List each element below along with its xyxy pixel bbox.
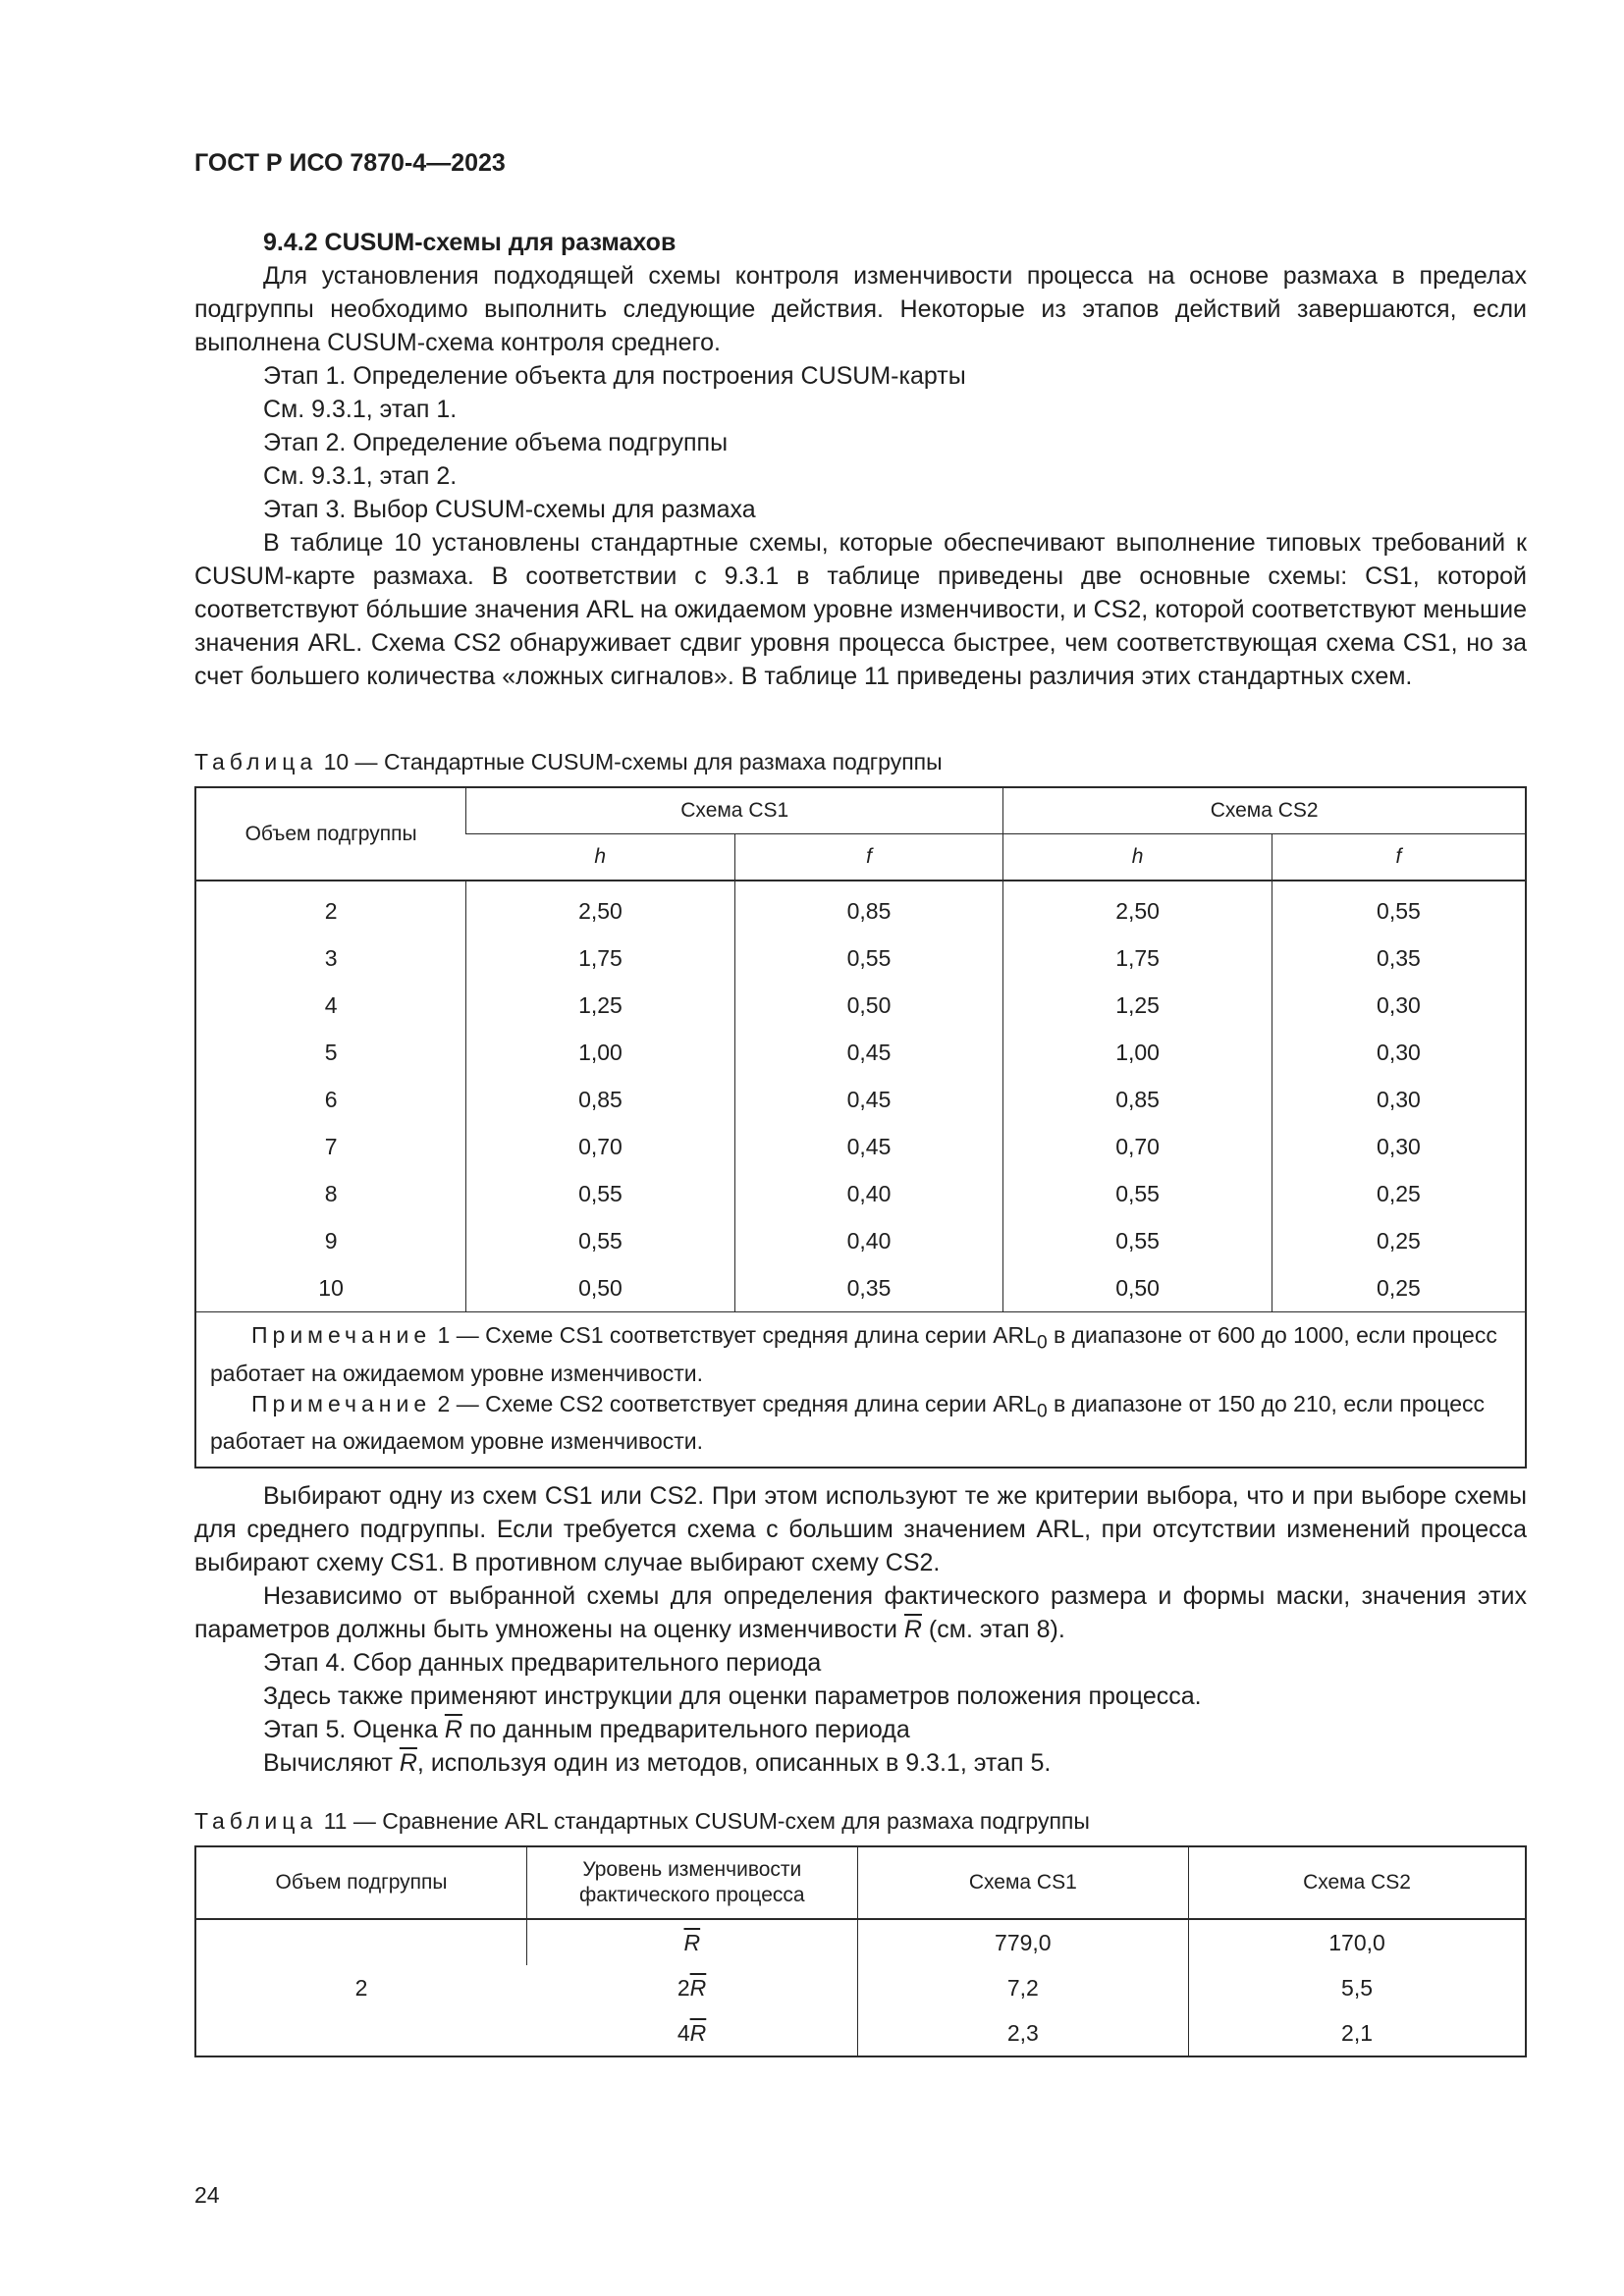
table-cell: 0,55 xyxy=(1272,881,1526,934)
table-cell: 0,70 xyxy=(1003,1123,1272,1170)
table11-col-cs1: Схема CS1 xyxy=(857,1846,1188,1919)
table10-sub-f: f xyxy=(1272,834,1526,881)
section-body-top xyxy=(194,226,1527,693)
table10-sub-f: f xyxy=(734,834,1003,881)
table-cell: 0,30 xyxy=(1272,982,1526,1029)
table-row xyxy=(195,1076,1526,1123)
step-3-title: Этап 3. Выбор CUSUM-схемы для размаха xyxy=(263,496,756,523)
table-cell: 9 xyxy=(324,1227,338,1254)
table10-col-subgroup: Объем подгруппы xyxy=(195,787,466,881)
table-cell: 0,55 xyxy=(734,934,1003,982)
table-cell: 2,3 xyxy=(857,2010,1188,2056)
step-1-ref: См. 9.3.1, этап 1. xyxy=(263,396,458,423)
table11-level-cell xyxy=(527,2010,858,2056)
table11-subgroup-cell: 2 xyxy=(354,1974,368,2001)
table11-col-level: Уровень изменчивости фактического процесса xyxy=(527,1846,858,1919)
section-body-middle xyxy=(194,1479,1527,1780)
table-cell: 10 xyxy=(318,1274,344,1301)
table-cell: 0,45 xyxy=(734,1123,1003,1170)
table-row xyxy=(195,1217,1526,1264)
table-cell: 0,40 xyxy=(734,1170,1003,1217)
step-2-ref: См. 9.3.1, этап 2. xyxy=(263,462,458,490)
table-cell: 5,5 xyxy=(1189,1965,1526,2010)
table10-intro-paragraph: В таблице 10 установлены стандартные схемы, которые обеспечивают выполнение типовых требований к CUSUM-карте размаха. В соответствии с 9.3.1 в таблице приведены две основные схемы: CS1, которой соответствуют бо́льшие значения ARL на ожидаемом уровне изменчивости, и CS2, которой соответствуют меньшие значения ARL. Схема CS2 обнаруживает сдвиг уровня процесса быстрее, чем соответствующая схема CS1, но за счет большего количества «ложных сигналов». В таблице 11 приведены различия этих стандартных схем. xyxy=(194,529,1527,690)
intro-paragraph: Для установления подходящей схемы контроля изменчивости процесса на основе размаха в пределах подгруппы необходимо выполнить следующие действия. Некоторые из этапов действий завершаются, если выполнена CUSUM-схема контроля среднего. xyxy=(194,262,1527,356)
table10-sub-h: h xyxy=(466,834,735,881)
table-cell: 2,1 xyxy=(1189,2010,1526,2056)
r-bar-symbol: $\overline{R}$ xyxy=(399,1749,417,1777)
table-row xyxy=(195,1123,1526,1170)
r-bar-symbol: $\overline{R}$ xyxy=(689,1974,707,2001)
table-cell: 8 xyxy=(324,1180,338,1206)
table-cell: 7 xyxy=(324,1133,338,1159)
table-cell: 0,25 xyxy=(1272,1264,1526,1312)
table10 xyxy=(194,786,1527,1468)
table-cell: 1,75 xyxy=(1003,934,1272,982)
step-2-title: Этап 2. Определение объема подгруппы xyxy=(263,429,729,456)
table-cell: 1,00 xyxy=(1003,1029,1272,1076)
table10-col-cs1: Схема CS1 xyxy=(466,787,1003,834)
table10-col-cs2: Схема CS2 xyxy=(1003,787,1526,834)
table-cell: 0,30 xyxy=(1272,1123,1526,1170)
table11-header-row xyxy=(195,1846,1526,1919)
table10-note-1: Примечание 1 — Схеме CS1 соответствует средняя длина серии $ARL_0$ в диапазоне от 600 до 1000, если процесс работает на ожидаемом уровне изменчивости. xyxy=(210,1322,1497,1386)
table-cell: 0,55 xyxy=(466,1170,735,1217)
table11-caption: Таблица 11 — Сравнение ARL стандартных CUSUM-схем для размаха подгруппы xyxy=(194,1808,1090,1834)
section-title: 9.4.2 CUSUM-схемы для размахов xyxy=(263,229,677,256)
table-cell: 3 xyxy=(324,944,338,971)
step-5-title: Этап 5. Оценка $\overline{R}$ по данным предварительного периода xyxy=(263,1716,910,1743)
table11-col-cs2: Схема CS2 xyxy=(1189,1846,1526,1919)
table10-notes-cell xyxy=(195,1312,1526,1468)
after-table10-paragraph: Выбирают одну из схем CS1 или CS2. При этом используют те же критерии выбора, что и при выборе схемы для среднего подгруппы. Если требуется схема с большим значением ARL, при отсутствии изменений процесса выбирают схему CS1. В противном случае выбирают схему CS2. xyxy=(194,1482,1527,1576)
table-cell: 2,50 xyxy=(466,881,735,934)
table11-body xyxy=(195,1919,1526,2056)
table-cell: 0,30 xyxy=(1272,1076,1526,1123)
table10-caption: Таблица 10 — Стандартные CUSUM-схемы для размаха подгруппы xyxy=(194,749,943,774)
table-row xyxy=(195,1170,1526,1217)
table-cell: 0,50 xyxy=(466,1264,735,1312)
r-bar-symbol: $\overline{R}$ xyxy=(444,1716,462,1743)
step-1-title: Этап 1. Определение объекта для построения CUSUM-карты xyxy=(263,362,966,390)
r-bar-symbol: $\overline{R}$ xyxy=(903,1616,922,1643)
table-cell: 0,50 xyxy=(734,982,1003,1029)
mask-paragraph: Независимо от выбранной схемы для определения фактического размера и формы маски, значения этих параметров должны быть умножены на оценку изменчивости $\overline{R}$ (см. этап 8). xyxy=(194,1582,1527,1643)
table10-notes xyxy=(195,1312,1526,1468)
table-cell: 0,35 xyxy=(1272,934,1526,982)
step-4-title: Этап 4. Сбор данных предварительного периода xyxy=(263,1649,822,1677)
table10-header-row xyxy=(195,787,1526,834)
table-row xyxy=(195,934,1526,982)
page-number: 24 xyxy=(194,2182,220,2208)
table10-body xyxy=(195,881,1526,1312)
table-cell: 5 xyxy=(324,1039,338,1065)
table-cell: 2 xyxy=(324,897,338,924)
table-cell: 1,25 xyxy=(1003,982,1272,1029)
table-cell: 2,50 xyxy=(1003,881,1272,934)
table-row xyxy=(195,982,1526,1029)
table11 xyxy=(194,1845,1527,2057)
table-cell: 0,55 xyxy=(1003,1170,1272,1217)
document-header: ГОСТ Р ИСО 7870-4—2023 xyxy=(194,149,506,177)
table-cell: 0,85 xyxy=(734,881,1003,934)
table-cell: 1,00 xyxy=(466,1029,735,1076)
table-cell: 0,25 xyxy=(1272,1170,1526,1217)
table-cell: 0,35 xyxy=(734,1264,1003,1312)
table-cell: 4 xyxy=(324,991,338,1018)
table-cell: 0,45 xyxy=(734,1076,1003,1123)
table-row xyxy=(195,1029,1526,1076)
table-cell: 779,0 xyxy=(857,1919,1188,1965)
table-cell: 170,0 xyxy=(1189,1919,1526,1965)
table-cell: 6 xyxy=(324,1086,338,1112)
table-cell: 0,55 xyxy=(1003,1217,1272,1264)
table10-note-2: Примечание 2 — Схеме CS2 соответствует средняя длина серии $ARL_0$ в диапазоне от 150 до 210, если процесс работает на ожидаемом уровне изменчивости. xyxy=(210,1390,1486,1455)
table-cell: 0,85 xyxy=(466,1076,735,1123)
level-multiplier: 2 xyxy=(677,1974,690,2001)
table-cell: 1,75 xyxy=(466,934,735,982)
step-4-text: Здесь также применяют инструкции для оценки параметров положения процесса. xyxy=(263,1682,1202,1710)
table-row xyxy=(195,1264,1526,1312)
table11-level-cell xyxy=(527,1919,858,1965)
table10-sub-h: h xyxy=(1003,834,1272,881)
level-multiplier: 4 xyxy=(677,2019,690,2046)
table-cell: 0,40 xyxy=(734,1217,1003,1264)
step-5-text: Вычисляют $\overline{R}$, используя один из методов, описанных в 9.3.1, этап 5. xyxy=(263,1749,1052,1777)
table-row xyxy=(195,881,1526,934)
table-cell: 7,2 xyxy=(857,1965,1188,2010)
table-cell: 0,25 xyxy=(1272,1217,1526,1264)
table-cell: 0,85 xyxy=(1003,1076,1272,1123)
table11-col-subgroup: Объем подгруппы xyxy=(195,1846,527,1919)
table-cell: 0,55 xyxy=(466,1217,735,1264)
table-cell: 0,45 xyxy=(734,1029,1003,1076)
r-bar-symbol: $\overline{R}$ xyxy=(683,1929,701,1955)
table-cell: 0,30 xyxy=(1272,1029,1526,1076)
table-cell: 0,50 xyxy=(1003,1264,1272,1312)
table11-level-cell xyxy=(527,1965,858,2010)
r-bar-symbol: $\overline{R}$ xyxy=(689,2019,707,2046)
table-row xyxy=(195,1919,1526,1965)
table-cell: 0,70 xyxy=(466,1123,735,1170)
table-cell: 1,25 xyxy=(466,982,735,1029)
